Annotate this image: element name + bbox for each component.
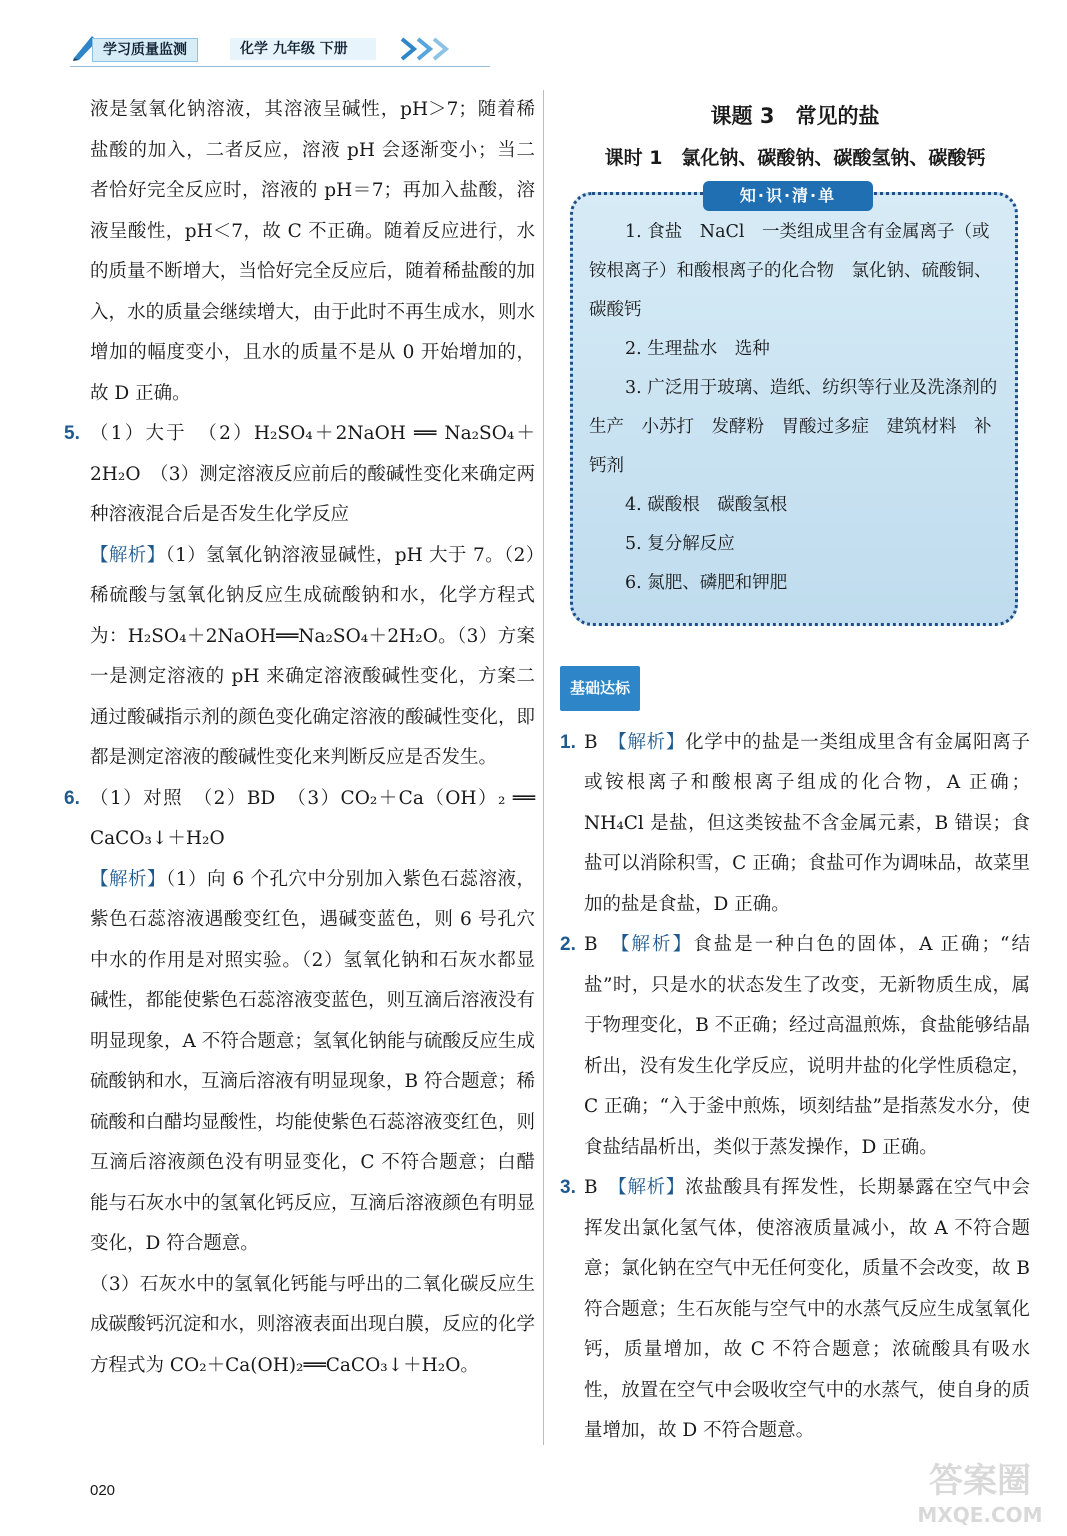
chevrons-icon bbox=[400, 36, 470, 62]
page-number: 020 bbox=[90, 1482, 116, 1499]
page-header bbox=[70, 32, 470, 66]
analysis-tag: 【解析】 bbox=[620, 934, 694, 955]
analysis-text-part-3: （3）石灰水中的氢氧化钙能与呼出的二氧化碳反应生成碳酸钙沉淀和水，则溶液表面出现白膜，反应的化学方程式为 CO₂＋Ca(OH)₂══CaCO₃↓＋H₂O。 bbox=[90, 1273, 535, 1376]
analysis-text: 化学中的盐是一类组成里含有金属阳离子或铵根离子和酸根离子组成的化合物，A 正确；NH₄Cl 是盐，但这类铵盐不含金属元素，B 错误；食盐可以消除积雪，C 正确；食盐可作为调味品，故菜里加的盐是食盐，D 正确。 bbox=[584, 731, 1030, 915]
svg-text:答案圈: 答案圈 bbox=[929, 1461, 1031, 1501]
analysis-text: （1）氢氧化钠溶液显碱性，pH 大于 7。（2）稀硫酸与氢氧化钠反应生成硫酸钠和水，化学方程式为：H₂SO₄＋2NaOH══Na₂SO₄＋2H₂O。（3）方案一是测定溶液的 pH 来确定溶液酸碱性变化，方案二通过酸碱指示剂的颜色变化确定溶液的酸碱性变化，即都是测定溶液的酸碱性变化来判断反应是否发生。 bbox=[90, 544, 535, 768]
question-item bbox=[560, 925, 1030, 1168]
analysis-tag: 【解析】 bbox=[90, 868, 166, 890]
right-column bbox=[560, 90, 1030, 1452]
knowledge-box bbox=[570, 186, 1018, 626]
continued-analysis: 液是氢氧化钠溶液，其溶液呈碱性，pH＞7；随着稀盐酸的加入，二者反应，溶液 pH 会逐渐变小；当二者恰好完全反应时，溶液的 pH＝7；再加入盐酸，溶液呈酸性，pH＜7，故 C 不正确。随着反应进行，水的质量不断增大，当恰好完全反应后，随着稀盐酸的加入，水的质量会继续增大，由于此时不再生成水，则水增加的幅度变小，且水的质量不是从 0 开始增加的，故 D 正确。 bbox=[90, 99, 535, 404]
answer-text: （1）大于 （2）H₂SO₄＋2NaOH ══ Na₂SO₄＋2H₂O （3）测定溶液反应前后的酸碱性变化来确定两种溶液混合后是否发生化学反应 bbox=[90, 423, 535, 525]
knowledge-item: 3. 广泛用于玻璃、造纸、纺织等行业及洗涤剂的生产 小苏打 发酵粉 胃酸过多症 建筑材料 补钙剂 bbox=[589, 378, 998, 476]
knowledge-badge: 知·识·清·单 bbox=[703, 181, 873, 211]
knowledge-item: 2. 生理盐水 选种 bbox=[625, 339, 770, 359]
question-item bbox=[560, 1168, 1030, 1452]
column-divider bbox=[543, 90, 544, 1445]
knowledge-item: 6. 氮肥、磷肥和钾肥 bbox=[625, 573, 788, 593]
analysis-text: （1）向 6 个孔穴中分别加入紫色石蕊溶液，紫色石蕊溶液遇酸变红色，遇碱变蓝色，则 6 号孔穴中水的作用是对照实验。（2）氢氧化钠和石灰水都显碱性，都能使紫色石蕊溶液变蓝色，则互滴后溶液没有明显现象，A 不符合题意；氢氧化钠能与硫酸反应生成硫酸钠和水，互滴后溶液有明显现象，B 符合题意；稀硫酸和白醋均显酸性，均能使紫色石蕊溶液变红色，则互滴后溶液颜色没有明显变化，C 不符合题意；白醋能与石灰水中的氢氧化钙反应，互滴后溶液颜色有明显变化，D 符合题意。 bbox=[90, 868, 535, 1254]
answer-letter: B bbox=[584, 731, 598, 753]
series-title: 学习质量监测 bbox=[92, 38, 198, 62]
question-number: 2. bbox=[560, 934, 576, 955]
lesson-title: 课题 3 常见的盐 bbox=[710, 104, 880, 128]
question-number: 3. bbox=[560, 1177, 576, 1198]
svg-text:MXQE.COM: MXQE.COM bbox=[917, 1503, 1043, 1527]
question-number: 5. bbox=[64, 423, 80, 444]
analysis-text: 食盐是一种白色的固体，A 正确；“结盐”时，只是水的状态发生了改变，无新物质生成，属于物理变化，B 不正确；经过高温煎炼，食盐能够结晶析出，没有发生化学反应，说明井盐的化学性质稳定，C 正确；“入于釜中煎炼，顷刻结盐”是指蒸发水分，使食盐结晶析出，类似于蒸发操作，D 正确。 bbox=[584, 934, 1030, 1158]
analysis-tag: 【解析】 bbox=[90, 544, 166, 566]
answer-text: （1）对照 （2）BD （3）CO₂＋Ca（OH）₂ ══ CaCO₃↓＋H₂O bbox=[90, 787, 535, 849]
subject-label: 化学 九年级 下册 bbox=[230, 38, 376, 60]
knowledge-item: 5. 复分解反应 bbox=[625, 534, 735, 554]
analysis-text: 浓盐酸具有挥发性，长期暴露在空气中会挥发出氯化氢气体，使溶液质量减小，故 A 不符合题意；氯化钠在空气中无任何变化，质量不会改变，故 B 符合题意；生石灰能与空气中的水蒸气反应生成氢氧化钙，质量增加，故 C 不符合题意；浓硫酸具有吸水性，放置在空气中会吸收空气中的水蒸气，使自身的质量增加，故 D 不符合题意。 bbox=[584, 1177, 1030, 1441]
question-item bbox=[560, 723, 1030, 926]
watermark-logo bbox=[905, 1450, 1055, 1530]
header-rule bbox=[70, 66, 490, 67]
question-6 bbox=[64, 779, 535, 1387]
question-5 bbox=[64, 414, 535, 779]
answer-letter: B bbox=[584, 934, 598, 955]
analysis-tag: 【解析】 bbox=[617, 1177, 686, 1198]
knowledge-item: 4. 碳酸根 碳酸氢根 bbox=[625, 495, 788, 515]
question-number: 6. bbox=[64, 787, 80, 809]
section-tag: 基础达标 bbox=[560, 666, 640, 711]
analysis-tag: 【解析】 bbox=[617, 731, 686, 753]
answer-letter: B bbox=[584, 1177, 598, 1198]
lesson-subtitle: 课时 1 氯化钠、碳酸钠、碳酸氢钠、碳酸钙 bbox=[604, 147, 986, 169]
left-column bbox=[64, 90, 535, 1386]
question-number: 1. bbox=[560, 731, 576, 753]
knowledge-item: 1. 食盐 NaCl 一类组成里含有金属离子（或铵根离子）和酸根离子的化合物 氯化钠、硫酸铜、碳酸钙 bbox=[589, 222, 992, 320]
